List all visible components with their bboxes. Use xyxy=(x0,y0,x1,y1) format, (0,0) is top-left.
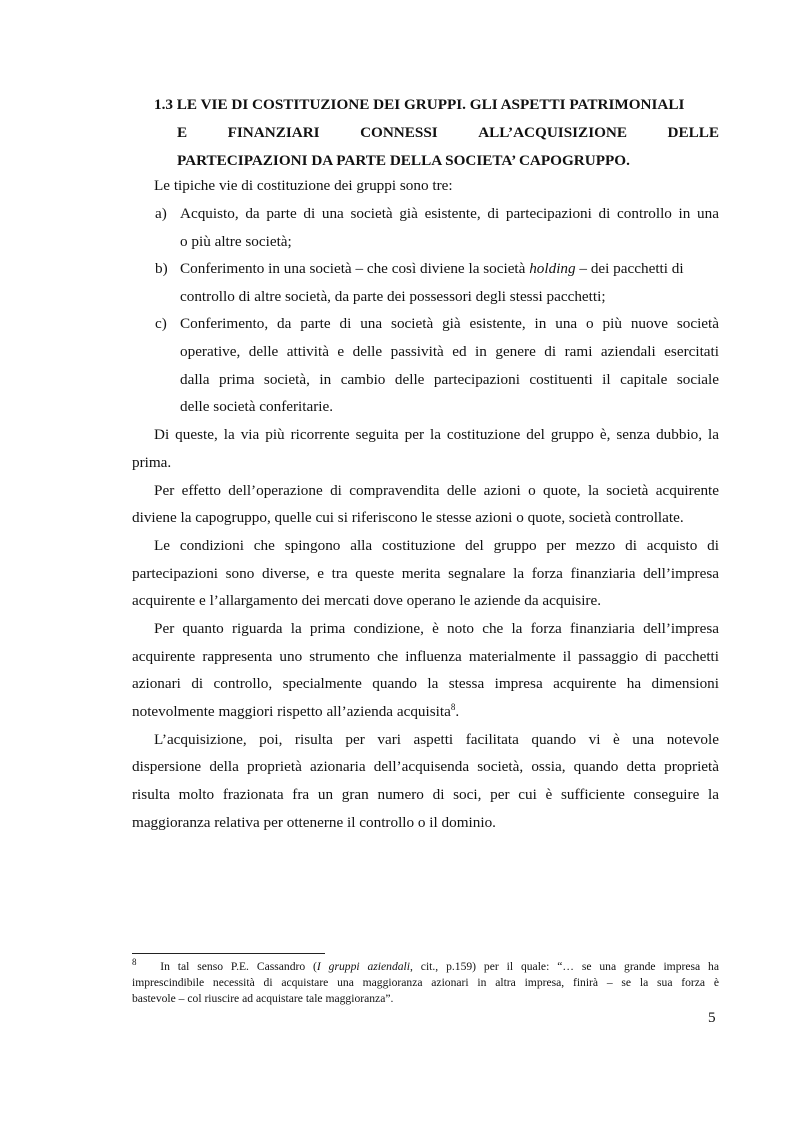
paragraph-1-line-1: Di queste, la via più ricorrente seguita per la costituzione del gruppo è, senza dubbio, la xyxy=(154,426,719,443)
paragraph-5-line-1: L’acquisizione, poi, risulta per vari aspetti facilitata quando vi è una notevole xyxy=(154,731,719,748)
paragraph-1-line-2: prima. xyxy=(132,454,172,471)
paragraph-3-line-2: partecipazioni sono diverse, e tra queste merita segnalare la forza finanziaria dell’impresa xyxy=(132,565,719,582)
list-marker-b: b) xyxy=(155,260,168,277)
heading-word: ALL’ACQUISIZIONE xyxy=(478,124,628,141)
footnote-line-2: imprescindibile necessità di acquistare una maggioranza azionari in altra impresa, finirà – se la sua forza è xyxy=(132,976,719,989)
list-item-b-line-2: controllo di altre società, da parte dei possessori degli stessi pacchetti; xyxy=(180,288,606,305)
list-item-b-text-end: – dei pacchetti di xyxy=(575,260,684,277)
footnote-cited-title: I gruppi aziendali xyxy=(316,960,410,973)
list-marker-a: a) xyxy=(155,205,167,222)
section-heading-line-3: PARTECIPAZIONI DA PARTE DELLA SOCIETA’ CAPOGRUPPO. xyxy=(177,152,630,169)
footnote-line-1 xyxy=(132,957,720,973)
list-item-a-line-1: Acquisto, da parte di una società già esistente, di partecipazioni di controllo in una xyxy=(180,205,719,222)
footnote-separator xyxy=(132,953,325,954)
heading-word: FINANZIARI xyxy=(227,124,320,141)
page-number: 5 xyxy=(708,1009,716,1026)
paragraph-5-line-2: dispersione della proprietà azionaria dell’acquisenda società, ossia, quando detta proprietà xyxy=(132,758,719,775)
paragraph-2-line-1: Per effetto dell’operazione di compravendita delle azioni o quote, la società acquirente xyxy=(154,482,719,499)
paragraph-3-line-3: acquirente e l’allargamento dei mercati dove operano le aziende da acquisire. xyxy=(132,592,602,609)
intro-text: Le tipiche vie di costituzione dei gruppi sono tre: xyxy=(154,177,453,194)
list-item-b-text: Conferimento in una società – che così diviene la società xyxy=(180,260,530,277)
list-item-c-line-2: operative, delle attività e delle passività ed in genere di rami aziendali esercitati xyxy=(180,343,719,360)
footnote-reference[interactable]: 8 xyxy=(450,701,456,712)
list-item-a-line-2: o più altre società; xyxy=(180,233,292,250)
heading-word: DELLE xyxy=(667,124,719,141)
paragraph-4-line-3: azionari di controllo, specialmente quando la stessa impresa acquirente ha dimensioni xyxy=(132,675,719,692)
footnote-number: 8 xyxy=(132,957,137,968)
footnote-line-3: bastevole – col riuscire ad acquistare tale maggioranza”. xyxy=(132,992,394,1005)
section-heading-line-1: 1.3 LE VIE DI COSTITUZIONE DEI GRUPPI. GLI ASPETTI PATRIMONIALI xyxy=(154,96,685,113)
paragraph-4-line-2: acquirente rappresenta uno strumento che influenza materialmente il passaggio di pacchetti xyxy=(132,648,719,665)
list-item-b-line-1 xyxy=(180,260,719,278)
list-item-c-line-3: dalla prima società, in cambio delle partecipazioni costituenti il capitale sociale xyxy=(180,371,719,388)
heading-word: CONNESSI xyxy=(360,124,438,141)
heading-word: E xyxy=(177,124,188,141)
list-item-c-line-1: Conferimento, da parte di una società già esistente, in una o più nuove società xyxy=(180,315,719,332)
paragraph-4-line-1: Per quanto riguarda la prima condizione, è noto che la forza finanziaria dell’impresa xyxy=(154,620,719,637)
paragraph-4-period: . xyxy=(455,703,460,720)
footnote-text-end: , cit., p.159) per il quale: “… se una grande impresa ha xyxy=(410,960,720,973)
paragraph-4-line-4 xyxy=(132,703,459,721)
paragraph-5-line-3: risulta molto frazionata fra un gran numero di soci, per cui è sufficiente conseguire la xyxy=(132,786,719,803)
list-item-c-line-4: delle società conferitarie. xyxy=(180,398,334,415)
paragraph-4-text: notevolmente maggiori rispetto all’azienda acquisita xyxy=(132,703,451,720)
section-heading-line-2 xyxy=(177,119,719,147)
paragraph-3-line-1: Le condizioni che spingono alla costituzione del gruppo per mezzo di acquisto di xyxy=(154,537,719,554)
paragraph-2-line-2: diviene la capogruppo, quelle cui si riferiscono le stesse azioni o quote, società controllate. xyxy=(132,509,684,526)
paragraph-5-line-4: maggioranza relativa per ottenerne il controllo o il dominio. xyxy=(132,814,496,831)
footnote-text: In tal senso P.E. Cassandro ( xyxy=(160,960,317,973)
list-marker-c: c) xyxy=(155,315,167,332)
holding-term: holding xyxy=(529,260,576,277)
